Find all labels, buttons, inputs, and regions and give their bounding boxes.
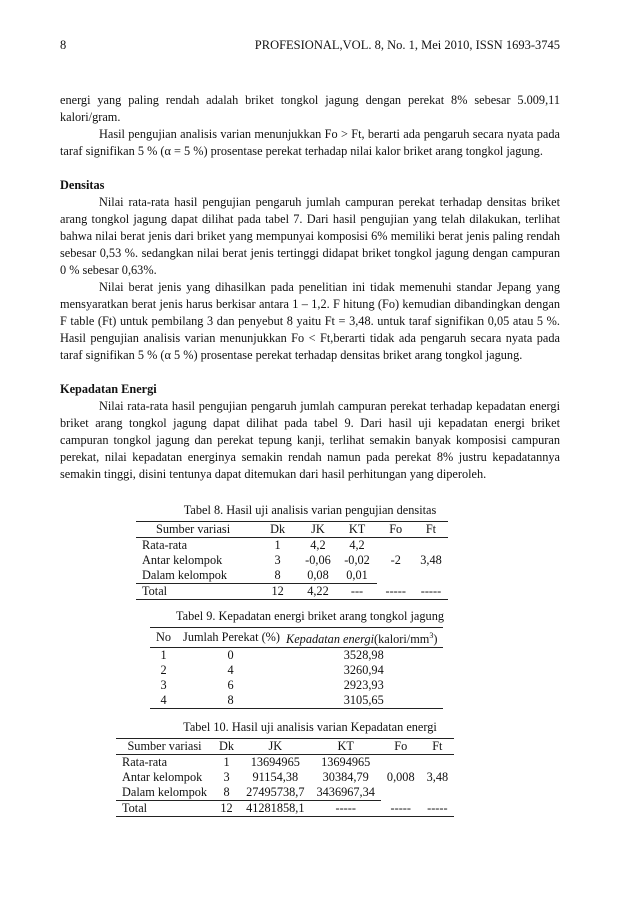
table-cell: ----- xyxy=(381,801,421,817)
table-cell: 8 xyxy=(213,785,240,801)
table-cell: 1 xyxy=(223,755,230,770)
table-header: KT xyxy=(337,522,377,538)
table-cell: 0,08 xyxy=(299,568,337,584)
paragraph: Nilai rata-rata hasil pengujian pengaruh jumlah campuran perekat terhadap densitas briket arang tongkol jagung dapat dilihat pada tabel 7. Dari hasil pengujian yang telah dilakukan, terlihat bahwa nilai berat jenis dari briket yang mempunyai komposisi 6% memiliki berat jenis paling rendah sebesar 0,53 %. sedangkan nilai berat jenis tertinggi didapat briket tongkol jagung dengan campuran 0 % sebesar 0,63%. xyxy=(60,195,560,277)
table-cell: ----- xyxy=(421,801,455,817)
table-cell-ft: 3,48 xyxy=(420,553,442,568)
table-header: Dk xyxy=(256,522,299,538)
table-cell: ----- xyxy=(414,584,448,600)
table-cell: 0 xyxy=(227,648,234,663)
table-header: Ft xyxy=(414,522,448,538)
table-cell: 1 xyxy=(160,648,167,663)
table-cell: 27495738,7 xyxy=(240,785,310,801)
paragraph: Nilai berat jenis yang dihasilkan pada penelitian ini tidak memenuhi standar Jepang yang mensyaratkan berat jenis harus berkisar antara 1 – 1,2. F hitung (Fo) kemudian dibandingkan dengan F table (Ft) untuk pembilang 3 dan penyebut 8 yaitu Ft = 3,48. untuk taraf signifikan 0,05 atau 5 %. Hasil pengujian analisis varian menunjukkan Fo < Ft,berarti tidak ada pengaruh secara nyata pada taraf signifikan 5 % (α 5 %) prosentase perekat terhadap densitas briket arang tongkol jagung. xyxy=(60,280,560,362)
table-cell: 3 xyxy=(223,770,230,785)
table-row xyxy=(150,693,443,709)
table-cell: 6 xyxy=(227,678,234,693)
table-cell: 4,2 xyxy=(349,538,365,552)
table9 xyxy=(150,627,443,709)
section-heading-kepadatan: Kepadatan Energi xyxy=(60,382,157,396)
table-cell: 12 xyxy=(256,584,299,600)
table-cell: 4 xyxy=(227,663,234,678)
table-cell: 30384,79 xyxy=(322,770,369,785)
table-cell: 4 xyxy=(150,693,177,709)
table-cell: 8 xyxy=(256,568,299,584)
table-header-row xyxy=(116,739,454,755)
table-cell: 3528,98 xyxy=(343,648,384,663)
table10-caption: Tabel 10. Hasil uji analisis varian Kepadatan energi xyxy=(183,720,437,735)
table-cell: Antar kelompok xyxy=(142,553,223,567)
table-row xyxy=(116,755,454,771)
table-header-unit: (kalori/mm xyxy=(374,632,430,647)
table-cell: 91154,38 xyxy=(252,770,299,785)
table8 xyxy=(136,521,448,600)
table-header: JK xyxy=(299,522,337,538)
table-header: Dk xyxy=(213,739,240,755)
table9-caption: Tabel 9. Kepadatan energi briket arang tongkol jagung xyxy=(176,609,444,623)
table8-caption: Tabel 8. Hasil uji analisis varian pengujian densitas xyxy=(183,503,437,517)
table-header-superscript: 3 xyxy=(429,631,434,640)
table-header: Fo xyxy=(381,739,421,755)
table-header: Fo xyxy=(377,522,414,538)
table-cell: 4,22 xyxy=(299,584,337,600)
table-header: KT xyxy=(311,739,381,755)
table-row xyxy=(150,663,443,678)
table-cell: 3436967,34 xyxy=(311,785,381,801)
journal-header: PROFESIONAL,VOL. 8, No. 1, Mei 2010, ISSN 1693-3745 xyxy=(254,38,560,52)
table-cell: 1 xyxy=(274,538,281,552)
table-total-row xyxy=(136,584,448,600)
table-cell: ----- xyxy=(311,801,381,817)
table-cell-ft: 3,48 xyxy=(426,770,449,785)
table-cell: --- xyxy=(337,584,377,600)
table-row xyxy=(150,648,443,664)
table-header-italic: Kepadatan energi xyxy=(286,632,375,647)
table-cell: 2 xyxy=(160,663,167,678)
table-header: Ft xyxy=(421,739,455,755)
table-header-row xyxy=(136,522,448,538)
table-header xyxy=(284,628,443,648)
table-cell: Antar kelompok xyxy=(122,770,203,785)
table-row xyxy=(150,678,443,693)
paragraph: energi yang paling rendah adalah briket tongkol jagung dengan perekat 8% sebesar 5.009,11 kalori/gram. xyxy=(60,93,560,124)
table-total-row xyxy=(116,801,454,817)
table-cell: 12 xyxy=(213,801,240,817)
table-header-row xyxy=(150,628,443,648)
page-number: 8 xyxy=(60,38,67,52)
section-heading-densitas: Densitas xyxy=(60,178,105,192)
table-cell: 13694965 xyxy=(250,755,300,770)
table-cell: Rata-rata xyxy=(142,538,188,552)
table-cell: 3 xyxy=(274,553,281,567)
table-header-unit-close: ) xyxy=(433,632,438,647)
table-cell: 2923,93 xyxy=(343,678,384,693)
table-cell: 8 xyxy=(177,693,284,709)
table-cell: 41281858,1 xyxy=(240,801,310,817)
table-cell: -0,02 xyxy=(344,553,370,567)
table-cell: 3260,94 xyxy=(343,663,384,678)
paragraph: Nilai rata-rata hasil pengujian pengaruh jumlah campuran perekat terhadap kepadatan energi briket arang tongkol jagung dapat dilihat pada tabel 9. Dari hasil uji kepadatan energi briket campuran tongkol jagung dan perekat tepung kanji, terlihat semakin banyak komposisi campuran perekat, nilai kepadatan energinya semakin rendah namun pada perekat 8% justru kepadatannya semakin tinggi, disini tentunya dapat ditemukan dari hasil perhitungan yang diperoleh. xyxy=(60,399,560,481)
table-header: Sumber variasi xyxy=(136,522,256,538)
table-cell: Dalam kelompok xyxy=(136,568,256,584)
table-cell: 13694965 xyxy=(321,755,371,770)
table-header: Sumber variasi xyxy=(116,739,213,755)
table-cell: -0,06 xyxy=(305,553,331,567)
table-cell: Total xyxy=(136,584,256,600)
page-header xyxy=(60,38,560,54)
table-row xyxy=(136,538,448,554)
table-cell: 3 xyxy=(160,678,167,693)
table-cell: ----- xyxy=(377,584,414,600)
table-cell: 0,01 xyxy=(337,568,377,584)
paragraph: Hasil pengujian analisis varian menunjukkan Fo > Ft, berarti ada pengaruh secara nyata pada taraf signifikan 5 % (α = 5 %) prosentase perekat terhadap nilai kalor briket arang tongkol jagung. xyxy=(60,127,560,158)
table-cell: Total xyxy=(116,801,213,817)
table-header: No xyxy=(150,628,177,648)
table-cell: Rata-rata xyxy=(122,755,168,770)
table10 xyxy=(116,738,454,817)
table-header: Jumlah Perekat (%) xyxy=(177,628,284,648)
table-cell: Dalam kelompok xyxy=(116,785,213,801)
table-cell-fo: 0,008 xyxy=(386,770,415,785)
table-cell: 3105,65 xyxy=(284,693,443,709)
table-cell-fo: -2 xyxy=(390,553,401,568)
table-header: JK xyxy=(240,739,310,755)
article-body xyxy=(60,92,560,817)
table-cell: 4,2 xyxy=(310,538,326,552)
